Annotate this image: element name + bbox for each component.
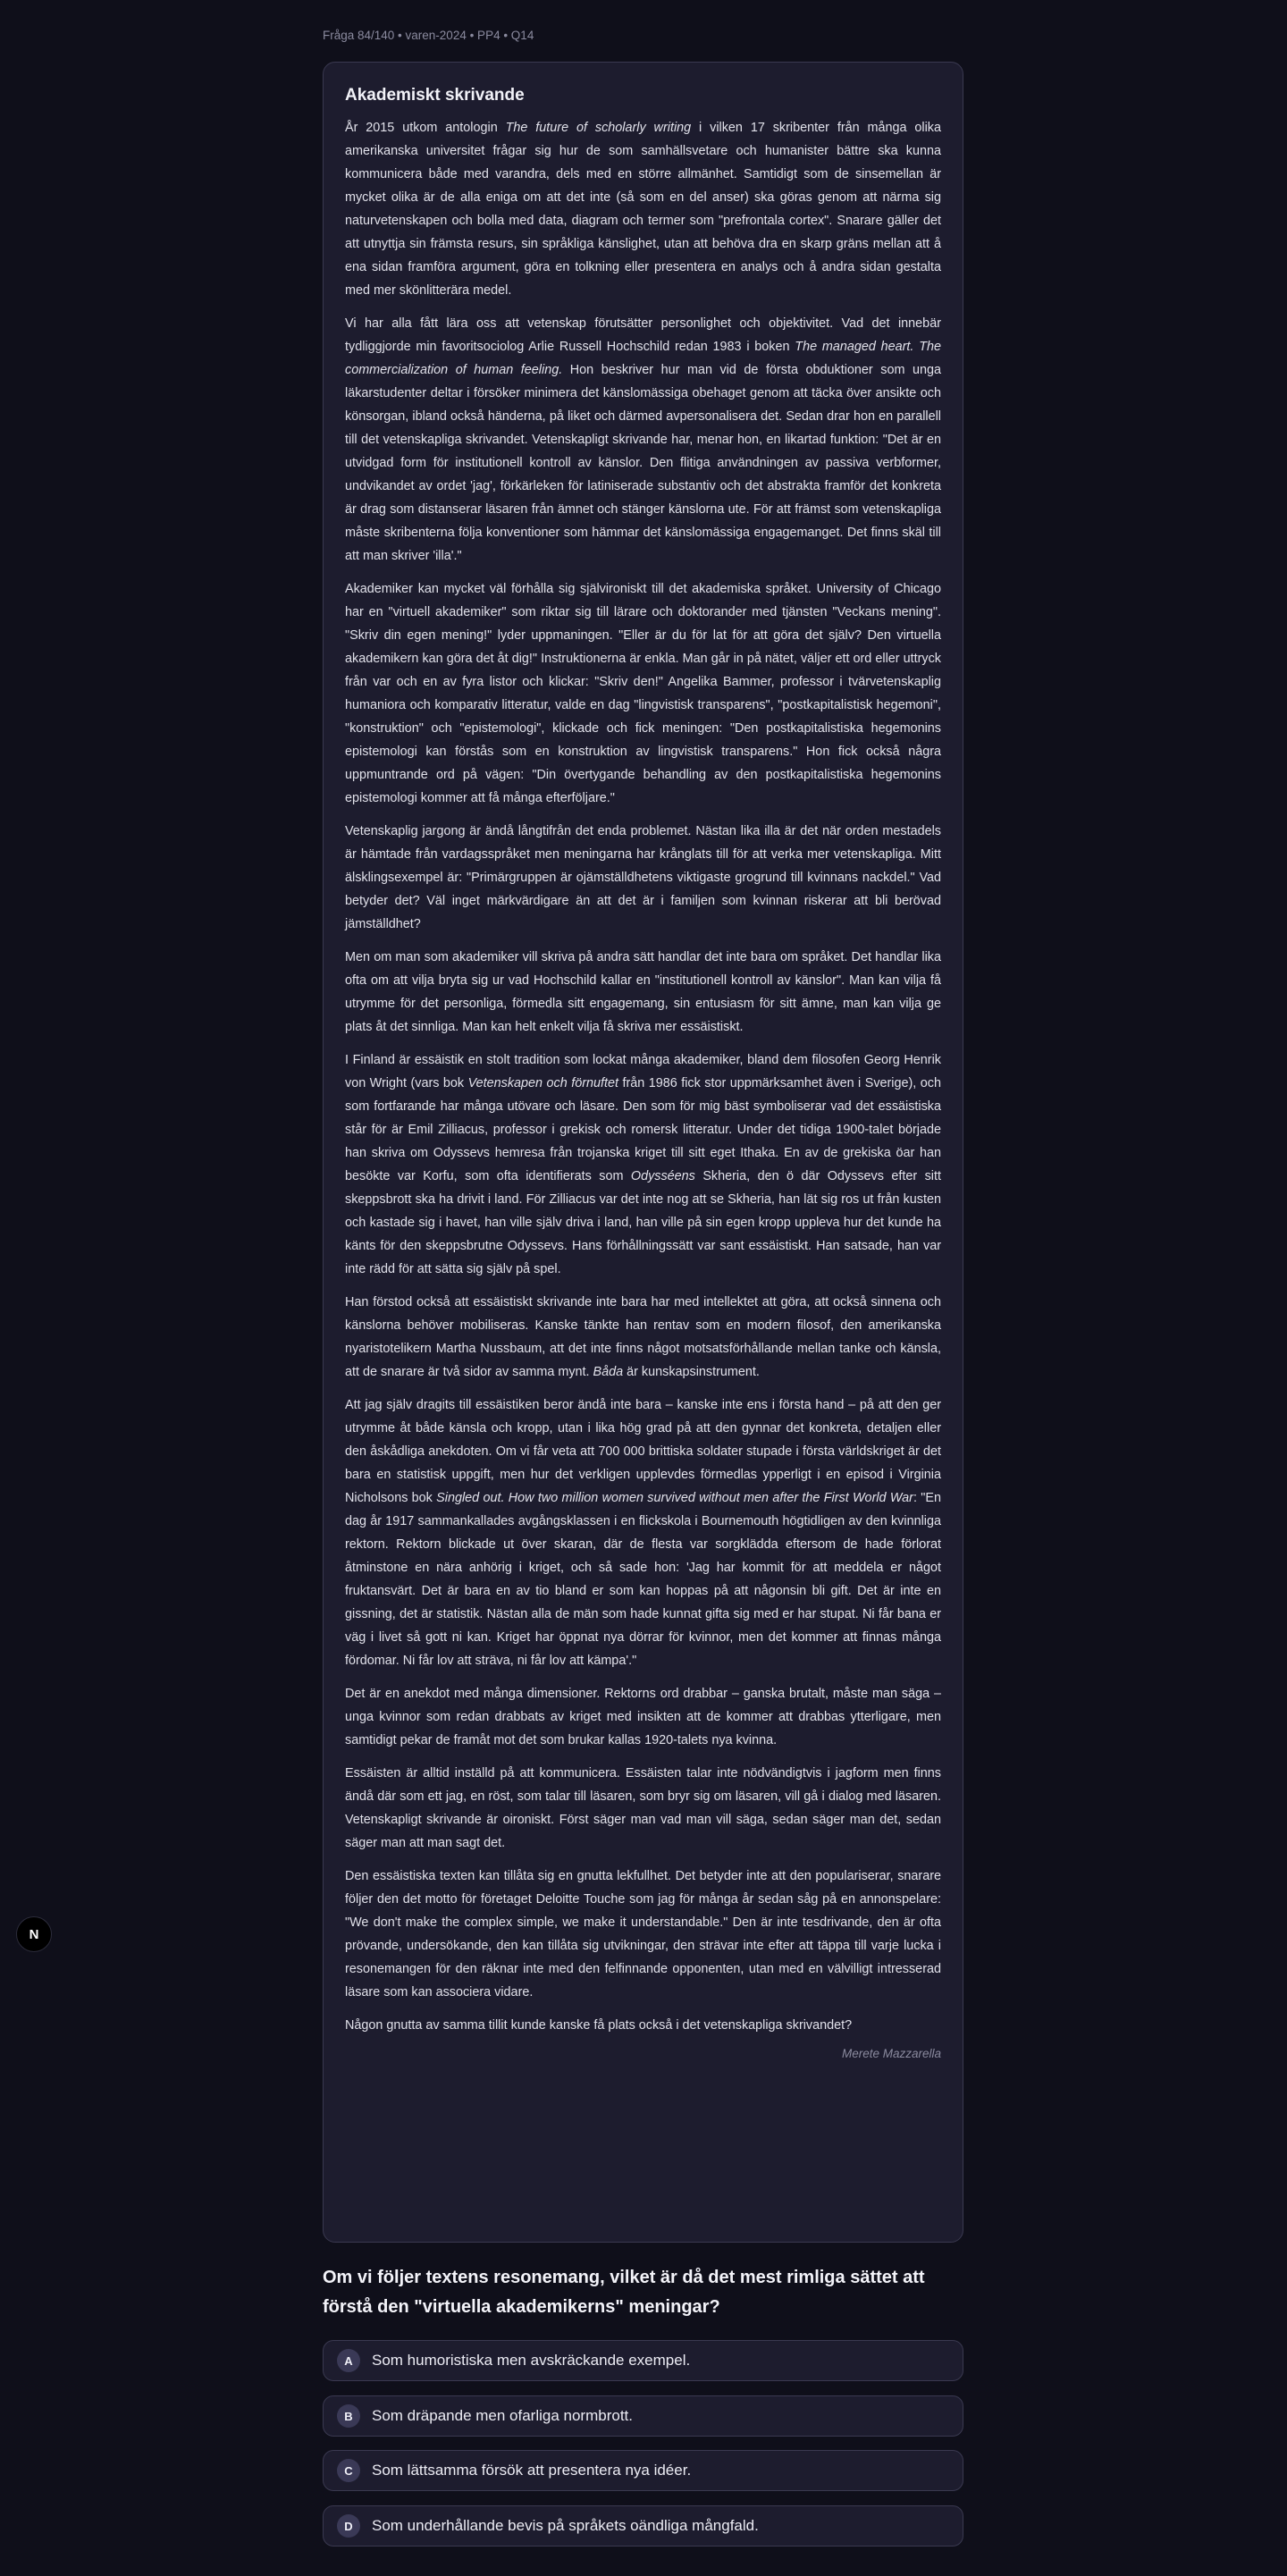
text-run: Akademiker kan mycket väl förhålla sig självironiskt till det akademiska språket. University of Chicago har en "virtuell akademiker" som riktar sig till lärare och doktorander med tjänsten "Veckans mening". "Skriv din egen mening!" lyder uppmaningen. "Eller är du för lat för att göra det själv? Den virtuella akademikern kan göra det åt dig!" Instruktionerna är enkla. Man går in på nätet, väljer ett ord eller uttryck från var och en av fyra listor och klickar: "Skriv den!" Angelika Bammer, professor i tvärvetenskaplig humaniora och komparativ litteratur, valde en dag "lingvistisk transparens", "postkapitalistisk hegemoni", "konstruktion" och "epistemologi", klickade och fick meningen: "Den postkapitalistiska hegemonins epistemologi kan förstås som en konstruktion av lingvistisk transparens." Hon fick också några uppmuntrande ord på vägen: "Din övertygande behandling av den postkapitalistiska hegemonins epistemologi kommer att få många efterföljare." bbox=[345, 582, 941, 805]
text-run: Det är en anekdot med många dimensioner. Rektorns ord drabbar – ganska brutalt, måste man säga – unga kvinnor som redan drabbats av kriget med insikten att de kommer att drabbas ytterligare, men samtidigt pekar de framåt mot det som brukar kallas 1920-talets nya kvinna. bbox=[345, 1687, 941, 1747]
text-run: Vi har alla fått lära oss att vetenskap förutsätter personlighet och objektivitet. Vad det innebär tydliggjorde min favoritsociolog Arlie Russell Hochschild redan 1983 i boken bbox=[345, 316, 941, 354]
option-b[interactable] bbox=[323, 2395, 963, 2437]
n-logo-icon bbox=[24, 1924, 44, 1944]
text-run: I Finland är essäistik en stolt tradition som lockat många akademiker, bland dem filosofen Georg Henrik von Wright (vars bok bbox=[345, 1053, 941, 1090]
option-a[interactable] bbox=[323, 2340, 963, 2381]
option-letter: C bbox=[337, 2459, 360, 2482]
passage-paragraph bbox=[345, 1682, 941, 1752]
option-d[interactable] bbox=[323, 2505, 963, 2547]
option-letter: B bbox=[337, 2404, 360, 2428]
passage-paragraph bbox=[345, 312, 941, 568]
text-run: är kunskapsinstrument. bbox=[623, 1365, 760, 1379]
option-c[interactable] bbox=[323, 2450, 963, 2491]
italic-title: Singled out. How two million women survived without men after the First World War bbox=[436, 1491, 913, 1505]
italic-title: Vetenskapen och förnuftet bbox=[467, 1076, 618, 1090]
text-run: Att jag själv dragits till essäistiken beror ändå inte bara – kanske inte ens i första hand – på att den ger utrymme åt både känsla och kropp, utan i lika hög grad på att den gynnar det konkreta, detaljen eller den åskådliga anekdoten. Om vi får veta att 700 000 brittiska soldater stupade i första världskriget är det bara en statistisk uppgift, men hur det verkligen upplevdes förmedlas ypperligt i en episod i Virginia Nicholsons bok bbox=[345, 1398, 941, 1505]
passage-card bbox=[323, 62, 963, 2243]
passage-paragraph bbox=[345, 2014, 941, 2037]
text-run: Skheria, den ö där Odyssevs efter sitt skeppsbrott ska ha drivit i land. För Zilliacus var det inte nog att se Skheria, han lät sig ros ut från kusten och kastade sig i havet, han ville själv driva i land, han ville på sin egen kropp uppleva hur det kunde ha känts för den skeppsbrutne Odyssevs. Hans förhållningssätt var sant essäistiskt. Han satsade, han var inte rädd för att sätta sig själv på spel. bbox=[345, 1169, 941, 1276]
text-run: Essäisten är alltid inställd på att kommunicera. Essäisten talar inte nödvändigtvis i jagform men finns ändå där som ett jag, en röst, som talar till läsaren, som bryr sig om läsaren, vill gå i dialog med läsaren. Vetenskapligt skrivande är oironiskt. Först säger man vad man vill säga, sedan säger man det, sedan säger man att man sagt det. bbox=[345, 1766, 941, 1850]
passage-paragraph bbox=[345, 820, 941, 936]
italic-title: The future of scholarly writing bbox=[505, 121, 692, 135]
passage-title: Akademiskt skrivande bbox=[345, 86, 525, 105]
passage-body bbox=[345, 116, 941, 2037]
passage-paragraph bbox=[345, 1291, 941, 1384]
passage-paragraph bbox=[345, 577, 941, 810]
text-run: År 2015 utkom antologin bbox=[345, 121, 506, 135]
passage-paragraph bbox=[345, 1048, 941, 1281]
italic-title: Båda bbox=[593, 1365, 624, 1379]
text-run: Hon beskriver hur man vid de första obduktioner som unga läkarstudenter deltar i försöker minimera det känslomässiga obehaget genom att täcka över ansikte och könsorgan, ibland också händerna, på liket och därmed avpersonalisera det. Sedan drar hon en parallell till det vetenskapliga skrivandet. Vetenskapligt skrivande har, menar hon, en likartad funktion: "Det är en utvidgad form för institutionell kontroll av känslor. Den flitiga användningen av passiva verbformer, undvikandet av ordet 'jag', förkärleken för latiniserade substantiv och det abstrakta framför det konkreta är drag som distanserar läsaren från ämnet och stänger känslorna ute. För att främst som vetenskapliga måste skribenterna följa konventioner som hämmar det känslomässiga engagemanget. Det finns skäl till att man skriver 'illa'." bbox=[345, 363, 941, 563]
text-run: Vetenskaplig jargong är ändå långtifrån det enda problemet. Nästan lika illa är det när orden mestadels är hämtade från vardagsspråket men meningarna har krånglats till för att verka mer vetenskapliga. Mitt älsklingsexempel är: "Primärgruppen är ojämställdhetens viktigaste grogrund till kvinnans nackdel." Vad betyder det? Väl inget märkvärdigare än att det är i familjen som kvinnan riskerar att bli berövad jämställdhet? bbox=[345, 824, 941, 931]
option-text: Som dräpande men ofarliga normbrott. bbox=[372, 2407, 633, 2424]
text-run: : "En dag år 1917 sammankallades avgångsklassen i en flickskola i Bournemouth högtidligen av den kvinnliga rektorn. Rektorn blickade ut över skaran, där de flesta var sorgklädda eftersom de hade förlorat åtminstone en nära anhörig i kriget, och så sade hon: 'Jag har kommit för att meddela er något fruktansvärt. Det är bara en av tio bland er som kan hoppas på att någonsin bli gift. Det är inte en gissning, det är statistik. Nästan alla de män som hade kunnat gifta sig med er har stupat. Ni får bana er väg i livet så gott ni kan. Kriget har öppnat nya dörrar för kvinnor, men det kommer att finnas många fördomar. Ni får lov att sträva, ni får lov att kämpa'." bbox=[345, 1491, 941, 1668]
question-text: Om vi följer textens resonemang, vilket är då det mest rimliga sättet att förstå den "virtuella akademikerns" meningar? bbox=[323, 2268, 925, 2317]
text-run: Han förstod också att essäistiskt skrivande inte bara har med intellektet att göra, att också sinnena och känslorna behöver mobiliseras. Kanske tänkte han rentav som en modern filosof, den amerikanska nyaristotelikern Martha Nussbaum, att det inte finns något motsatsförhållande mellan tanke och känsla, att de snarare är två sidor av samma mynt. bbox=[345, 1295, 941, 1379]
text-run: Den essäistiska texten kan tillåta sig en gnutta lekfullhet. Det betyder inte att den populariserar, snarare följer den det motto för företaget Deloitte Touche som jag för många år sedan såg på en annonspelare: "We don't make the complex simple, we make it understandable." Den är inte tesdrivande, den är ofta prövande, undersökande, den kan tillåta sig utvikningar, den strävar inte efter att täppa till varje lucka i resonemangen för den räknar inte med den felfinnande opponenten, utan med en välvilligt intresserad läsare som kan associera vidare. bbox=[345, 1869, 941, 1999]
text-run: från 1986 fick stor uppmärksamhet även i Sverige), och som fortfarande har många utövare och läsare. Den som för mig bäst symboliserar vad det essäistiska står för är Emil Zilliacus, professor i grekisk och romersk litteratur. Under det tidiga 1900-talet började han skriva om Odyssevs hemresa från trojanska kriget till sitt eget Ithaka. En av de grekiska öar han besökte var Korfu, som ofta identifierats som bbox=[345, 1076, 941, 1183]
passage-paragraph bbox=[345, 116, 941, 302]
text-run: Men om man som akademiker vill skriva på andra sätt handlar det inte bara om språket. Det handlar lika ofta om att vilja bryta sig ur vad Hochschild kallar en "institutionell kontroll av känslor". Man kan vilja få utrymme för det personliga, förmedla sitt engagemang, sin entusiasm för sitt ämne, man kan vilja ge plats åt det sinnliga. Man kan helt enkelt vilja få skriva mer essäistiskt. bbox=[345, 950, 941, 1034]
app-logo-button[interactable] bbox=[16, 1916, 52, 1952]
passage-author: Merete Mazzarella bbox=[841, 2047, 941, 2060]
option-letter: D bbox=[337, 2514, 360, 2538]
text-run: i vilken 17 skribenter från många olika amerikanska universitet frågar sig hur de som samhällsvetare och humanister bättre ska kunna kommunicera både med varandra, dels med en större allmänhet. Samtidigt som de sinsemellan är mycket olika är de alla eniga om att det inte (så som en del anser) ska göras genom att närma sig naturvetenskapen och bolla med data, diagram och termer som "prefrontala cortex". Snarare gäller det att utnyttja sin främsta resurs, sin språkliga känslighet, utan att behöva dra en skarp gräns mellan att å ena sidan framföra argument, göra en tolkning eller presentera en analys och å andra sidan gestalta med mer skönlitterära medel. bbox=[345, 121, 942, 298]
italic-title: Odysséens bbox=[630, 1169, 695, 1183]
passage-paragraph bbox=[345, 946, 941, 1039]
italic-title: The managed heart. The commercialization of human feeling. bbox=[345, 340, 941, 377]
option-letter: A bbox=[337, 2349, 360, 2372]
passage-paragraph bbox=[345, 1393, 941, 1672]
passage-paragraph bbox=[345, 1865, 941, 2004]
option-text: Som lättsamma försök att presentera nya idéer. bbox=[372, 2462, 692, 2479]
svg-text:N: N bbox=[29, 1927, 39, 1942]
passage-paragraph bbox=[345, 1762, 941, 1855]
option-text: Som humoristiska men avskräckande exempel. bbox=[372, 2352, 691, 2369]
option-text: Som underhållande bevis på språkets oändliga mångfald. bbox=[372, 2517, 759, 2534]
text-run: Någon gnutta av samma tillit kunde kanske få plats också i det vetenskapliga skrivandet? bbox=[345, 2018, 853, 2033]
question-meta: Fråga 84/140 • varen-2024 • PP4 • Q14 bbox=[323, 29, 534, 42]
